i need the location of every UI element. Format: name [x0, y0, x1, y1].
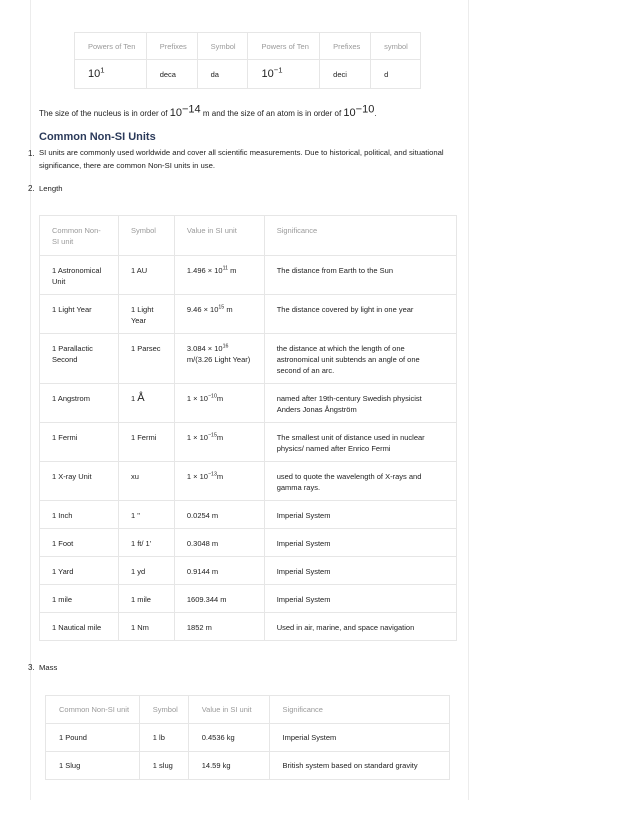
symbol-cell: 1 yd — [118, 557, 174, 585]
column-header: Prefixes — [146, 33, 197, 60]
unit-cell: 1 mile — [40, 585, 119, 613]
unit-cell: 1 X-ray Unit — [40, 462, 119, 501]
list-number: 2. — [28, 184, 35, 193]
value-cell: 0.4536 kg — [188, 724, 269, 752]
table-row — [40, 557, 457, 585]
significance-cell: British system based on standard gravity — [269, 752, 449, 780]
column-header: Prefixes — [320, 33, 371, 60]
symbol-cell: da — [197, 60, 248, 89]
value-cell: 0.9144 m — [174, 557, 264, 585]
unit-cell: 1 Slug — [46, 752, 140, 780]
table-header-row — [75, 33, 421, 60]
significance-cell: named after 19th-century Swedish physicist Anders Jonas Ångström — [264, 384, 456, 423]
right-margin-rule — [468, 0, 469, 800]
symbol-cell: 1 ft/ 1' — [118, 529, 174, 557]
table-row — [40, 256, 457, 295]
unit-cell: 1 Angstrom — [40, 384, 119, 423]
powers-of-ten-table — [74, 32, 421, 89]
table-header-row — [40, 216, 457, 256]
symbol-cell: 1 Nm — [118, 613, 174, 641]
unit-cell: 1 Fermi — [40, 423, 119, 462]
symbol-cell: 1 Light Year — [118, 295, 174, 334]
value-cell: $3.084 \times 10^{16}$ m/(3.26 Light Year) — [174, 334, 264, 384]
unit-cell: 1 Inch — [40, 501, 119, 529]
value-cell: 0.0254 m — [174, 501, 264, 529]
power-cell: $10^1$ — [75, 60, 147, 89]
column-header: Powers of Ten — [248, 33, 320, 60]
prefix-cell: deca — [146, 60, 197, 89]
symbol-cell: 1 Fermi — [118, 423, 174, 462]
column-header: Value in SI unit — [188, 696, 269, 724]
table-row — [40, 384, 457, 423]
significance-cell: used to quote the wavelength of X-rays and gamma rays. — [264, 462, 456, 501]
table-row — [40, 462, 457, 501]
unit-cell: 1 Nautical mile — [40, 613, 119, 641]
column-header: Symbol — [197, 33, 248, 60]
symbol-cell: 1 AU — [118, 256, 174, 295]
table-header-row — [46, 696, 450, 724]
unit-cell: 1 Parallactic Second — [40, 334, 119, 384]
left-margin-rule — [30, 0, 31, 800]
list-item-text: Length — [39, 184, 63, 193]
section-heading: Common Non-SI Units — [39, 131, 156, 143]
significance-cell: The distance from Earth to the Sun — [264, 256, 456, 295]
table-row — [75, 60, 421, 89]
column-header: Common Non-SI unit — [46, 696, 140, 724]
value-cell: $1 \times 10^{-10}m$ — [174, 384, 264, 423]
list-item-text: SI units are commonly used worldwide and cover all scientific measurements. Due to historical, political, and situational significance, there are common Non-SI units in use. — [39, 148, 444, 170]
symbol-cell: 1 " — [118, 501, 174, 529]
value-cell: 14.59 kg — [188, 752, 269, 780]
column-header: symbol — [371, 33, 421, 60]
table-row — [40, 613, 457, 641]
value-cell: $1 \times 10^{-13}m$ — [174, 462, 264, 501]
list-number: 1. — [28, 149, 35, 158]
table-row — [40, 529, 457, 557]
table-row — [40, 501, 457, 529]
power-cell: $10^{-1}$ — [248, 60, 320, 89]
symbol-cell: xu — [118, 462, 174, 501]
table-row — [40, 334, 457, 384]
symbol-cell: d — [371, 60, 421, 89]
column-header: Powers of Ten — [75, 33, 147, 60]
symbol-cell: 1 Parsec — [118, 334, 174, 384]
table-row — [46, 752, 450, 780]
prefix-cell: deci — [320, 60, 371, 89]
unit-cell: 1 Light Year — [40, 295, 119, 334]
symbol-cell: 1 lb — [139, 724, 188, 752]
value-cell: $9.46 \times 10^{15}$ m — [174, 295, 264, 334]
unit-cell: 1 Foot — [40, 529, 119, 557]
unit-cell: 1 Yard — [40, 557, 119, 585]
column-header: Symbol — [139, 696, 188, 724]
symbol-cell: 1 slug — [139, 752, 188, 780]
significance-cell: Imperial System — [264, 557, 456, 585]
value-cell: $1 \times 10^{-15}m$ — [174, 423, 264, 462]
value-cell: 0.3048 m — [174, 529, 264, 557]
significance-cell: Imperial System — [264, 501, 456, 529]
table-row — [40, 295, 457, 334]
value-cell: 1609.344 m — [174, 585, 264, 613]
table-row — [46, 724, 450, 752]
significance-cell: The distance covered by light in one year — [264, 295, 456, 334]
nucleus-atom-paragraph: The size of the nucleus is in order of $10^{-14}$ m and the size of an atom is in order of $10^{-10}$. — [39, 103, 377, 119]
significance-cell: Used in air, marine, and space navigation — [264, 613, 456, 641]
table-row — [40, 585, 457, 613]
unit-cell: 1 Astronomical Unit — [40, 256, 119, 295]
column-header: Symbol — [118, 216, 174, 256]
symbol-cell: 1 Å — [118, 384, 174, 423]
column-header: Significance — [264, 216, 456, 256]
mass-units-table — [45, 695, 450, 780]
length-units-table — [39, 215, 457, 641]
table-row — [40, 423, 457, 462]
significance-cell: Imperial System — [269, 724, 449, 752]
column-header: Significance — [269, 696, 449, 724]
value-cell: $1.496 \times 10^{11}$ m — [174, 256, 264, 295]
significance-cell: Imperial System — [264, 529, 456, 557]
significance-cell: Imperial System — [264, 585, 456, 613]
value-cell: 1852 m — [174, 613, 264, 641]
column-header: Value in SI unit — [174, 216, 264, 256]
unit-cell: 1 Pound — [46, 724, 140, 752]
significance-cell: The smallest unit of distance used in nuclear physics/ named after Enrico Fermi — [264, 423, 456, 462]
significance-cell: the distance at which the length of one astronomical unit subtends an angle of one second of an arc. — [264, 334, 456, 384]
list-number: 3. — [28, 663, 35, 672]
symbol-cell: 1 mile — [118, 585, 174, 613]
column-header: Common Non-SI unit — [40, 216, 119, 256]
list-item-text: Mass — [39, 663, 58, 672]
